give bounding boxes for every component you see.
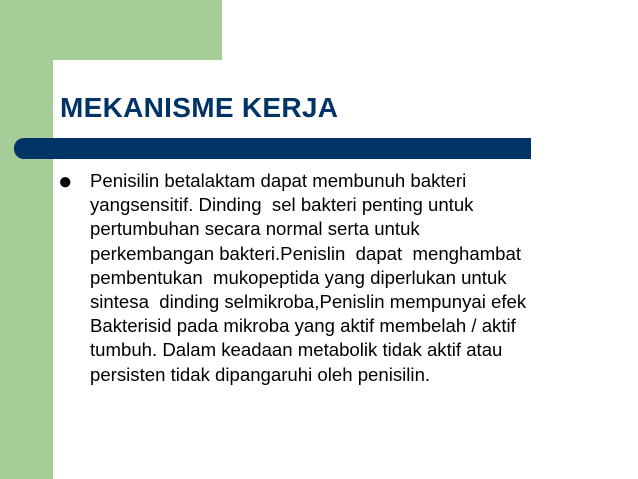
paragraph-line: perkembangan bakteri.Penislin dapat menghambat: [90, 242, 522, 264]
paragraph-line: persisten tidak dipangaruhi oleh penisilin.: [90, 363, 431, 385]
slide-title: MEKANISME KERJA: [60, 92, 339, 123]
paragraph-line: pembentukan mukopeptida yang diperlukan untuk: [90, 266, 507, 288]
bullet-icon: ●: [58, 168, 73, 195]
bullet-paragraph: [90, 169, 610, 387]
paragraph-line: yangsensitif. Dinding sel bakteri penting untuk: [90, 194, 474, 216]
paragraph-line: Penisilin betalaktam dapat membunuh bakteri: [90, 170, 467, 191]
paragraph-line: pertumbuhan secara normal serta untuk: [90, 218, 420, 240]
paragraph-line: tumbuh. Dalam keadaan metabolik tidak aktif atau: [90, 339, 503, 361]
paragraph-line: sintesa dinding selmikroba,Penislin mempunyai efek: [90, 291, 527, 313]
decorative-green-strip: [0, 60, 53, 479]
decorative-green-block: [0, 0, 222, 60]
paragraph-line: Bakterisid pada mikroba yang aktif membelah / aktif: [90, 315, 516, 337]
title-underline-bar: [14, 138, 531, 159]
